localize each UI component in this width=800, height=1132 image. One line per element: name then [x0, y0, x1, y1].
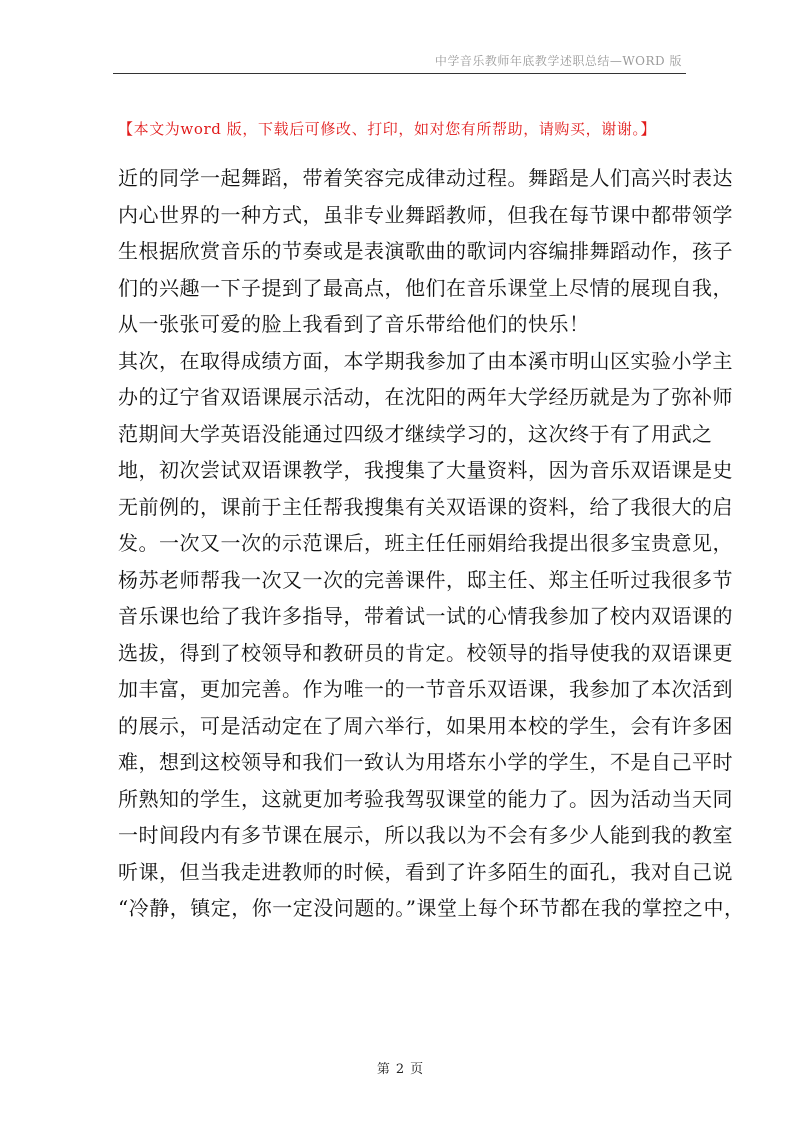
text-line: 音乐课也给了我许多指导，带着试一试的心情我参加了校内双语课的: [118, 604, 733, 628]
text-line: 们的兴趣一下子提到了最高点，他们在音乐课堂上尽情的展现自我，: [118, 275, 733, 300]
text-line: 近的同学一起舞蹈，带着笑容完成律动过程。舞蹈是人们高兴时表达: [118, 166, 733, 190]
text-line: 难，想到这校领导和我们一致认为用塔东小学的学生，不是自己平时: [118, 750, 733, 774]
text-line: 所熟知的学生，这就更加考验我驾驭课堂的能力了。因为活动当天同: [118, 786, 733, 811]
text-line: 办的辽宁省双语课展示活动，在沈阳的两年大学经历就是为了弥补师: [118, 385, 733, 409]
text-line: 地，初次尝试双语课教学，我搜集了大量资料，因为音乐双语课是史: [118, 458, 733, 482]
text-line: 加丰富，更加完善。作为唯一的一节音乐双语课，我参加了本次活到: [118, 677, 733, 701]
text-line: 一时间段内有多节课在展示，所以我以为不会有多少人能到我的教室: [118, 823, 733, 847]
text-line: 范期间大学英语没能通过四级才继续学习的，这次终于有了用武之: [118, 421, 713, 446]
text-line: 发。一次又一次的示范课后，班主任任丽娟给我提出很多宝贵意见，: [118, 531, 733, 555]
text-line: 无前例的，课前于主任帮我搜集有关双语课的资料，给了我很大的启: [118, 494, 733, 519]
page-number: 2: [395, 1062, 405, 1077]
page-number-suffix: 页: [410, 1062, 424, 1077]
purchase-notice: 【本文为word 版，下载后可修改、打印，如对您有所帮助，请购买，谢谢。】: [118, 120, 657, 138]
page-footer: [0, 1058, 800, 1077]
text-line: 的展示，可是活动定在了周六举行，如果用本校的学生，会有许多困: [118, 713, 733, 738]
page-number-prefix: 第: [376, 1062, 390, 1077]
body-text: [118, 160, 745, 927]
text-line: 杨苏老师帮我一次又一次的完善课件，邸主任、郑主任听过我很多节: [118, 567, 733, 592]
header-divider: [113, 73, 686, 74]
text-line: 其次，在取得成绩方面，本学期我参加了由本溪市明山区实验小学主: [118, 348, 733, 373]
running-header: 中学音乐教师年底教学述职总结—WORD 版: [434, 54, 682, 68]
text-line: 内心世界的一种方式，虽非专业舞蹈教师，但我在每节课中都带领学: [118, 202, 733, 227]
text-line: 从一张张可爱的脸上我看到了音乐带给他们的快乐！: [118, 312, 590, 336]
text-line: 选拔，得到了校领导和教研员的肯定。校领导的指导使我的双语课更: [118, 640, 733, 665]
text-line: 生根据欣赏音乐的节奏或是表演歌曲的歌词内容编排舞蹈动作，孩子: [118, 239, 733, 263]
text-line: 听课，但当我走进教师的时候，看到了许多陌生的面孔，我对自己说: [118, 859, 733, 884]
text-line: “冷静，镇定，你一定没问题的。”课堂上每个环节都在我的掌控之中，: [118, 896, 745, 920]
